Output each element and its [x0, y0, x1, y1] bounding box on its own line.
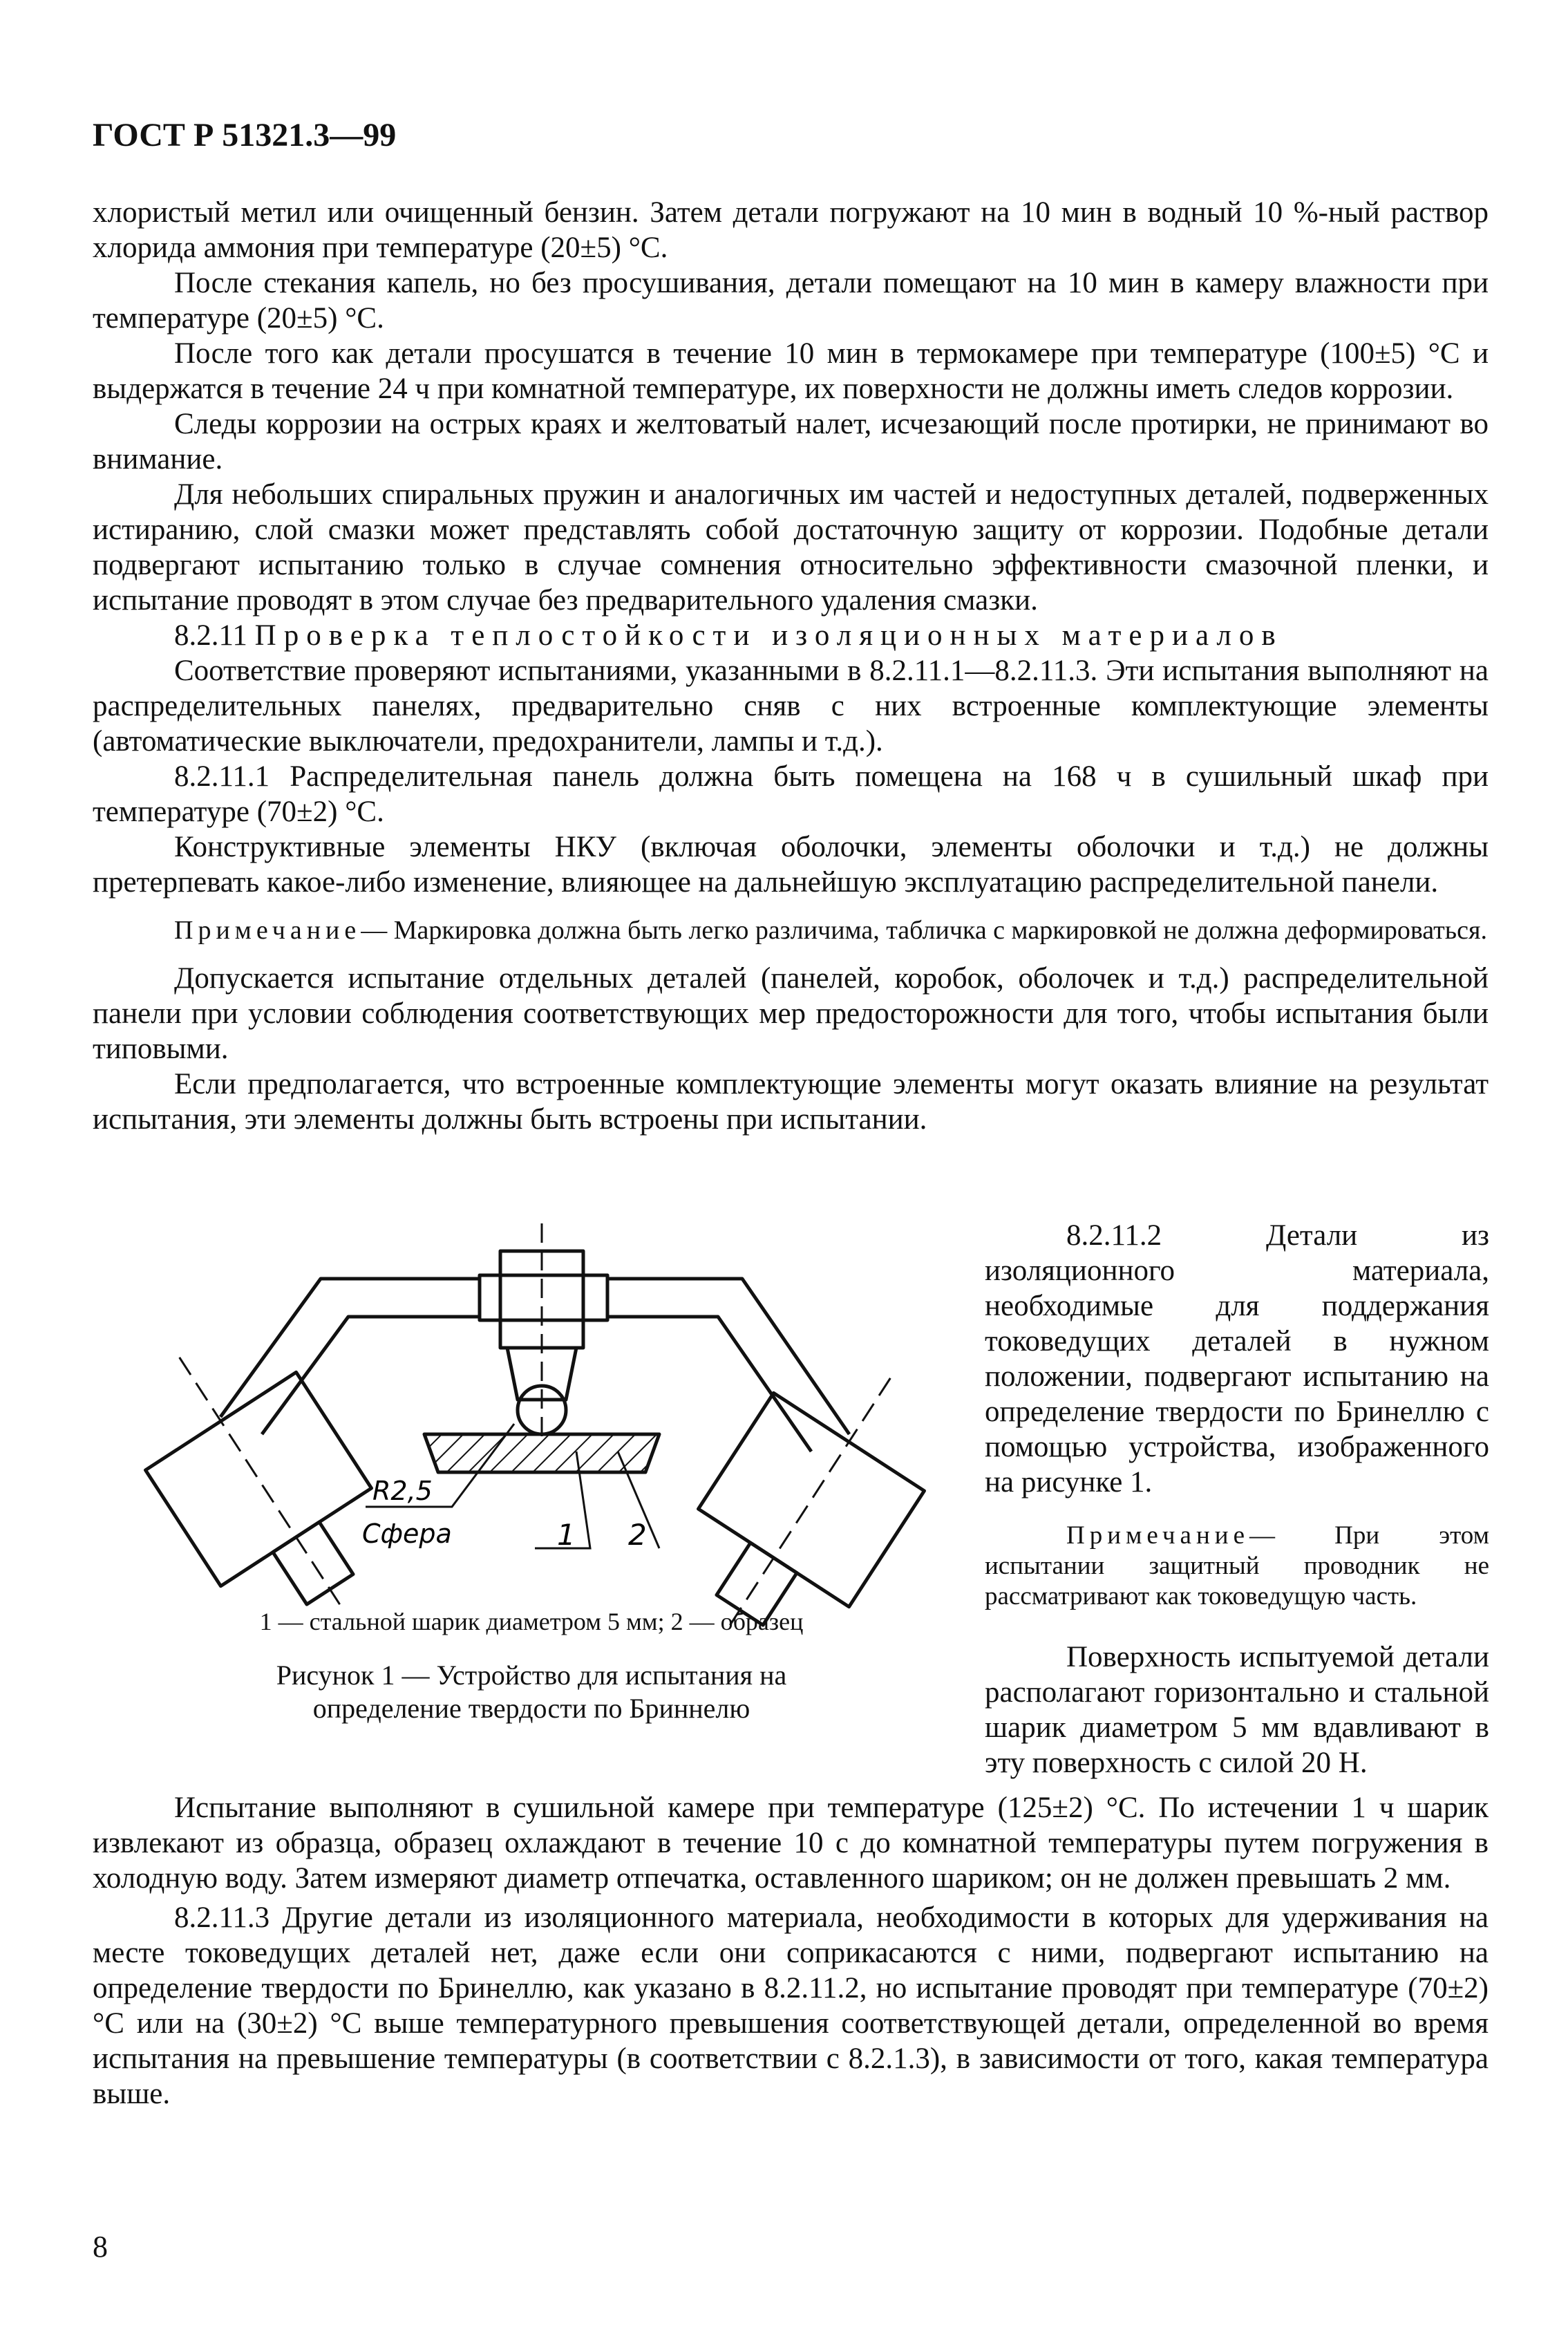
note-label: Примечание: [1066, 1521, 1249, 1550]
note: [93, 915, 1489, 946]
paragraph: Конструктивные элементы НКУ (включая оболочки, элементы оболочки и т.д.) не должны претерпевать какое-либо изменение, влияющее на дальнейшую эксплуатацию распределительной панели.: [93, 831, 1489, 899]
right-block: [699, 1393, 925, 1606]
note: [985, 1521, 1489, 1612]
paragraph: После стекания капель, но без просушивания, детали помещают на 10 мин в камеру влажности при температуре (20±5) °С.: [93, 267, 1489, 335]
paragraph: 8.2.11.3 Другие детали из изоляционного материала, необходимости в которых для удерживания на месте токоведущих деталей нет, даже если они соприкасаются с ними, подвергают испытанию на определение твердости по Бринеллю, как указано в 8.2.11.2, но испытание проводят при температуре (70±2) °С или на (30±2) °С выше температурного превышения соответствующей детали, определенной во время испытания на превышение температуры (в соответствии с 8.2.1.3), в зависимости от того, какая температура выше.: [93, 1901, 1489, 2110]
brinell-test-figure: [93, 1223, 970, 1728]
figure-legend: 1 — стальной шарик диаметром 5 мм; 2 — образец: [259, 1608, 804, 1635]
bottom-text-block: [93, 1790, 1489, 2112]
note-label: Примечание: [174, 916, 361, 945]
note-text: — При этом испытании защитный проводник не рассматривают как токоведущую часть.: [985, 1521, 1489, 1610]
label-1: 1: [557, 1518, 576, 1552]
bracket-outer-right: [607, 1279, 849, 1434]
paragraph: Если предполагается, что встроенные комплектующие элементы могут оказать влияние на результат испытания, эти элементы должны быть встроены при испытании.: [93, 1068, 1489, 1136]
label-2: 2: [628, 1518, 647, 1552]
label-sphere: Сфера: [362, 1519, 452, 1549]
label-radius: R2,5: [372, 1476, 433, 1506]
paragraph: Допускается испытание отдельных деталей (панелей, коробок, оболочек и т.д.) распределительной панели при условии соблюдения соответствующих мер предосторожности для того, чтобы испытания были типовыми.: [93, 962, 1489, 1065]
section-number: 8.2.11: [174, 619, 247, 652]
document-header: ГОСТ Р 51321.3—99: [93, 117, 397, 153]
note-text: — Маркировка должна быть легко различима, табличка с маркировкой не должна деформироваться.: [361, 916, 1487, 945]
figure-caption: Рисунок 1 — Устройство для испытания на определение твердости по Бриннелю: [276, 1660, 787, 1724]
left-block: [146, 1372, 372, 1586]
paragraph: Соответствие проверяют испытаниями, указанными в 8.2.11.1—8.2.11.3. Эти испытания выполняют на распределительных панелях, предварительно сняв с них встроенные комплектующие элементы (автоматические выключатели, предохранители, лампы и т.д.).: [93, 655, 1489, 758]
paragraph: После того как детали просушатся в течение 10 мин в термокамере при температуре (100±5) °С и выдержатся в течение 24 ч при комнатной температуре, их поверхности не должны иметь следов коррозии.: [93, 337, 1489, 405]
paragraph: 8.2.11.2 Детали из изоляционного материала, необходимые для поддержания токоведущих деталей в нужном положении, подвергают испытанию на определение твердости по Бринеллю с помощью устройства, изображенного на рисунке 1.: [985, 1219, 1489, 1498]
paragraph: Испытание выполняют в сушильной камере при температуре (125±2) °С. По истечении 1 ч шарик извлекают из образца, образец охлаждают в течение 10 с до комнатной температуры путем погружения в холодную воду. Затем измеряют диаметр отпечатка, оставленного шариком; он не должен превышать 2 мм.: [93, 1792, 1489, 1895]
paragraph: 8.2.11.1 Распределительная панель должна быть помещена на 168 ч в сушильный шкаф при температуре (70±2) °С.: [93, 760, 1489, 828]
top-text-block: [93, 195, 1489, 1137]
section-title: Проверка теплостойкости изоляционных материалов: [254, 619, 1283, 652]
paragraph: Для небольших спиральных пружин и аналогичных им частей и недоступных деталей, подверженных истиранию, слой смазки может представлять собой достаточную защиту от коррозии. Подобные детали подвергают испытанию только в случае сомнения относительно эффективности смазочной пленки, и испытание проводят в этом случае без предварительного удаления смазки.: [93, 478, 1489, 617]
paragraph: хлористый метил или очищенный бензин. Затем детали погружают на 10 мин в водный 10 %-ный раствор хлорида аммония при температуре (20±5) °С.: [93, 196, 1489, 264]
paragraph: Поверхность испытуемой детали располагают горизонтально и стальной шарик диаметром 5 мм вдавливают в эту поверхность с силой 20 Н.: [985, 1641, 1489, 1779]
bracket-inner: [262, 1317, 480, 1434]
section-heading: [93, 618, 1489, 653]
right-column: [985, 1218, 1489, 1781]
paragraph: Следы коррозии на острых краях и желтоватый налет, исчезающий после протирки, не принимают во внимание.: [93, 408, 1489, 476]
page-number: 8: [93, 2230, 108, 2264]
